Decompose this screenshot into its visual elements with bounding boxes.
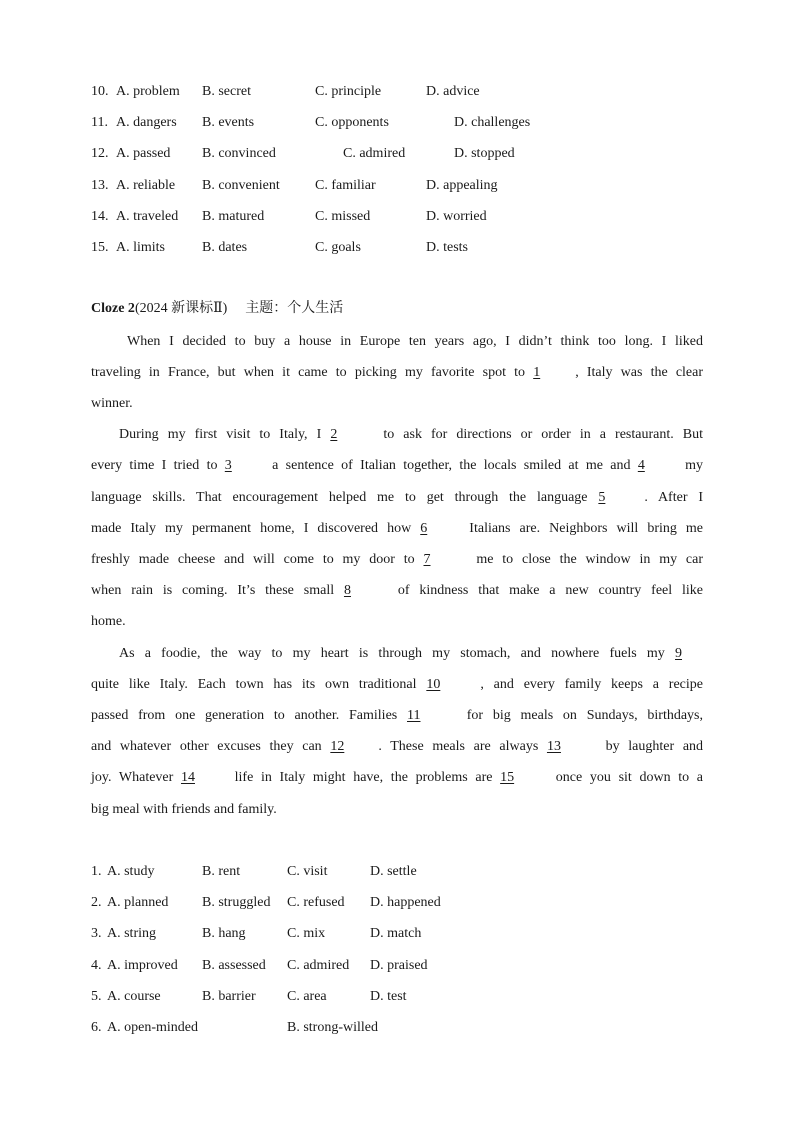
question-number: 14. <box>91 209 109 224</box>
blank-1[interactable]: 1 <box>533 365 541 380</box>
blank-4[interactable]: 4 <box>637 458 645 473</box>
option-c: C. admired <box>343 146 406 161</box>
question-number: 12. <box>91 146 109 161</box>
blank-15[interactable]: 15 <box>500 770 515 785</box>
option-c: C. area <box>287 989 327 1004</box>
option-a: A. improved <box>107 958 178 973</box>
passage-line-4: During my first visit to Italy, I 2 to ask for directions or order in a restaurant. But <box>91 425 703 445</box>
passage-line-1: When I decided to buy a house in Europe ten years ago, I didn’t think too long. I liked <box>127 334 703 349</box>
option-d: D. settle <box>370 864 417 879</box>
option-d: D. test <box>370 989 407 1004</box>
question-number: 6. <box>91 1020 102 1035</box>
option-b: B. matured <box>202 209 265 224</box>
option-a: A. study <box>107 864 155 879</box>
question-number: 10. <box>91 84 109 99</box>
option-a: A. course <box>107 989 161 1004</box>
option-c: C. visit <box>287 864 328 879</box>
option-b: B. struggled <box>202 895 271 910</box>
section-heading <box>91 299 343 319</box>
blank-10[interactable]: 10 <box>426 677 441 692</box>
option-c: C. mix <box>287 926 326 941</box>
option-a: A. open-minded <box>107 1020 198 1035</box>
option-c: C. opponents <box>315 115 389 130</box>
question-number: 11. <box>91 115 108 130</box>
option-b: B. dates <box>202 240 248 255</box>
blank-8[interactable]: 8 <box>343 583 351 598</box>
option-d: D. appealing <box>426 178 498 193</box>
blank-9[interactable]: 9 <box>675 646 683 661</box>
option-b: B. convinced <box>202 146 276 161</box>
cloze-label: Cloze 2 <box>91 301 135 316</box>
option-a: A. reliable <box>116 178 176 193</box>
blank-13[interactable]: 13 <box>546 739 561 754</box>
passage-line-14: and whatever other excuses they can 12 . These meals are always 13 by laughter and <box>91 737 703 757</box>
option-a: A. passed <box>116 146 171 161</box>
option-d: D. match <box>370 926 422 941</box>
option-d: D. advice <box>426 84 480 99</box>
option-d: D. happened <box>370 895 441 910</box>
option-a: A. problem <box>116 84 180 99</box>
question-number: 5. <box>91 989 102 1004</box>
option-c: C. admired <box>287 958 350 973</box>
question-number: 3. <box>91 926 102 941</box>
option-a: A. dangers <box>116 115 177 130</box>
passage-line-12: quite like Italy. Each town has its own traditional 10 , and every family keeps a recipe <box>91 675 703 695</box>
passage-line-16: big meal with friends and family. <box>91 802 277 817</box>
passage-line-2: traveling in France, but when it came to picking my favorite spot to 1 , Italy was the clear <box>91 363 703 383</box>
option-a: A. traveled <box>116 209 179 224</box>
option-b: B. assessed <box>202 958 266 973</box>
blank-3[interactable]: 3 <box>224 458 232 473</box>
passage-line-6: language skills. That encouragement helped me to get through the language 5 . After I <box>91 488 703 508</box>
option-b: B. strong-willed <box>287 1020 378 1035</box>
option-b: B. secret <box>202 84 251 99</box>
option-b: B. barrier <box>202 989 256 1004</box>
option-b: B. rent <box>202 864 241 879</box>
option-c: C. goals <box>315 240 361 255</box>
question-number: 4. <box>91 958 102 973</box>
question-number: 15. <box>91 240 109 255</box>
passage-line-3: winner. <box>91 396 133 411</box>
option-d: D. challenges <box>454 115 531 130</box>
passage-line-8: freshly made cheese and will come to my door to 7 me to close the window in my car <box>91 550 703 570</box>
option-d: D. tests <box>426 240 468 255</box>
passage-line-13: passed from one generation to another. Families 11 for big meals on Sundays, birthdays, <box>91 706 703 726</box>
option-d: D. stopped <box>454 146 515 161</box>
option-d: D. praised <box>370 958 428 973</box>
blank-5[interactable]: 5 <box>598 490 606 505</box>
option-c: C. familiar <box>315 178 376 193</box>
blank-2[interactable]: 2 <box>330 427 338 442</box>
option-a: A. string <box>107 926 156 941</box>
blank-14[interactable]: 14 <box>180 770 195 785</box>
passage-line-9: when rain is coming. It’s these small 8 of kindness that make a new country feel like <box>91 581 703 601</box>
option-a: A. limits <box>116 240 166 255</box>
passage-line-10: home. <box>91 614 126 629</box>
blank-7[interactable]: 7 <box>423 552 431 567</box>
passage-line-15: joy. Whatever 14 life in Italy might have, the problems are 15 once you sit down to a <box>91 768 703 788</box>
option-a: A. planned <box>107 895 169 910</box>
option-c: C. missed <box>315 209 371 224</box>
option-c: C. refused <box>287 895 345 910</box>
blank-6[interactable]: 6 <box>420 521 428 536</box>
blank-11[interactable]: 11 <box>407 708 421 723</box>
question-number: 2. <box>91 895 102 910</box>
question-number: 13. <box>91 178 109 193</box>
passage-line-5: every time I tried to 3 a sentence of Italian together, the locals smiled at me and 4 my <box>91 456 703 476</box>
cloze-theme: 主题：个人生活 <box>245 301 344 316</box>
option-b: B. events <box>202 115 255 130</box>
option-d: D. worried <box>426 209 487 224</box>
option-b: B. convenient <box>202 178 280 193</box>
blank-12[interactable]: 12 <box>330 739 345 754</box>
option-c: C. principle <box>315 84 382 99</box>
passage-line-7: made Italy my permanent home, I discovered how 6 Italians are. Neighbors will bring me <box>91 519 703 539</box>
question-number: 1. <box>91 864 102 879</box>
option-b: B. hang <box>202 926 246 941</box>
cloze-source: (2024 新课标Ⅱ) <box>134 301 228 316</box>
passage-line-11: As a foodie, the way to my heart is through my stomach, and nowhere fuels my 9 <box>91 644 703 664</box>
